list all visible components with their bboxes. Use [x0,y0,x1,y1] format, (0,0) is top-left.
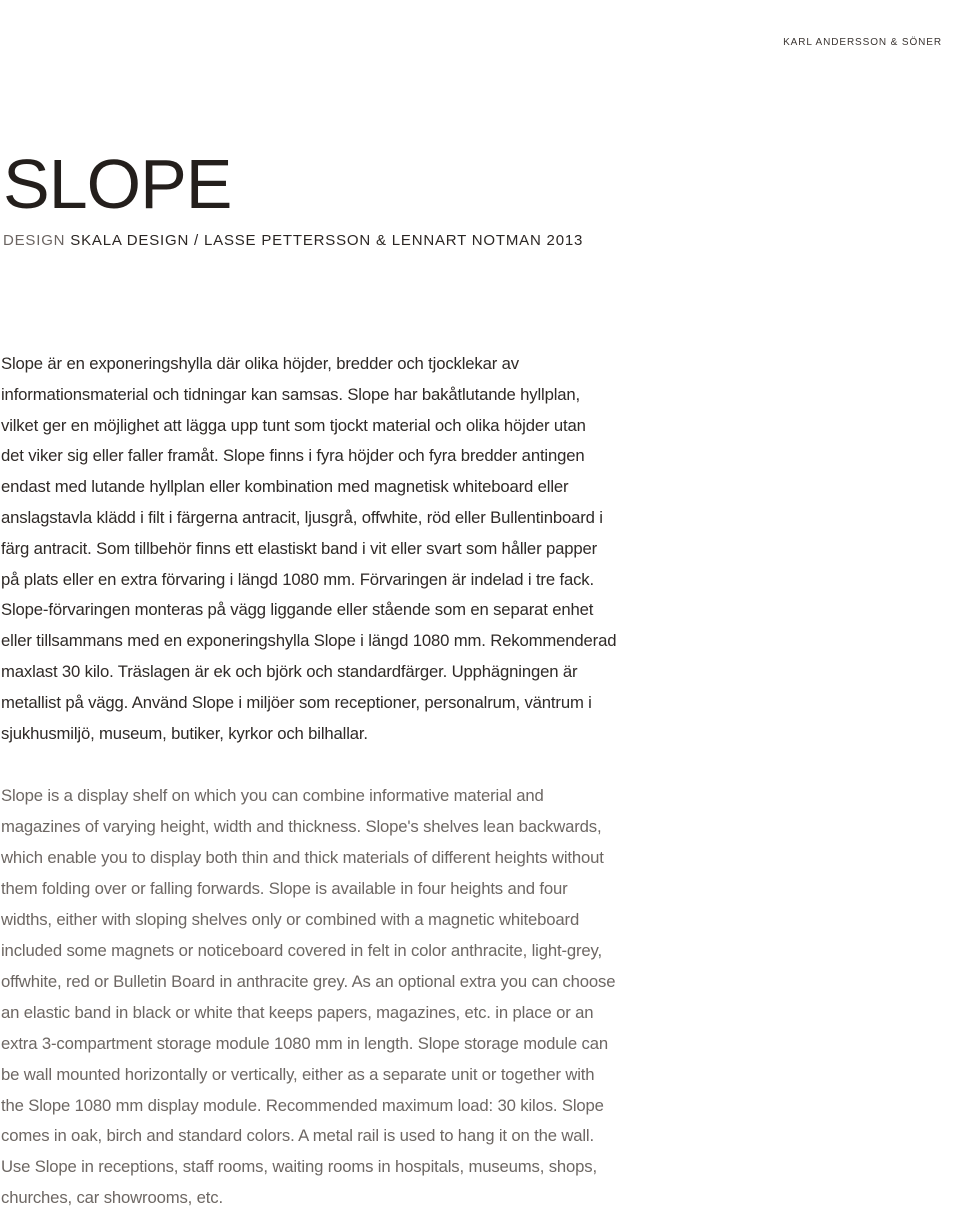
description-line: the Slope 1080 mm display module. Recommended maximum load: 30 kilos. Slope [1,1095,604,1115]
description-line: sjukhusmiljö, museum, butiker, kyrkor och bilhallar. [1,723,368,743]
description-line: anslagstavla klädd i filt i färgerna antracit, ljusgrå, offwhite, röd eller Bullentinboard i [1,507,603,527]
description-line: endast med lutande hyllplan eller kombination med magnetisk whiteboard eller [1,477,569,497]
description-line: churches, car showrooms, etc. [1,1188,223,1208]
description-line: på plats eller en extra förvaring i längd 1080 mm. Förvaringen är indelad i tre fack. [1,569,594,589]
description-line: vilket ger en möjlighet att lägga upp tunt som tjockt material och olika höjder utan [1,415,586,435]
description-line: maxlast 30 kilo. Träslagen är ek och björk och standardfärger. Upphägningen är [1,661,578,681]
description-line: Slope är en exponeringshylla där olika höjder, bredder och tjocklekar av [1,354,519,373]
description-line: informationsmaterial och tidningar kan samsas. Slope har bakåtlutande hyllplan, [1,384,581,404]
description-line: included some magnets or noticeboard covered in felt in color anthracite, light-grey, [1,940,602,960]
description-line: comes in oak, birch and standard colors. A metal rail is used to hang it on the wall. [1,1126,594,1146]
credit-designers: SKALA DESIGN / LASSE PETTERSSON & LENNART NOTMAN 2013 [70,232,584,249]
description-line: Slope-förvaringen monteras på vägg liggande eller stående som en separat enhet [1,600,594,620]
description-english [1,781,691,1214]
description-line: them folding over or falling forwards. Slope is available in four heights and four [1,878,568,898]
description-line: extra 3-compartment storage module 1080 mm in length. Slope storage module can [1,1033,609,1053]
description-line: which enable you to display both thin and thick materials of different heights without [1,847,604,867]
description-line: magazines of varying height, width and thickness. Slope's shelves lean backwards, [1,816,602,836]
description-line: eller tillsammans med en exponeringshylla Slope i längd 1080 mm. Rekommenderad [1,631,617,651]
description-line: det viker sig eller faller framåt. Slope finns i fyra höjder och fyra bredder antingen [1,446,585,466]
description-line: Slope is a display shelf on which you can combine informative material and [1,786,544,805]
design-credit [3,232,583,249]
page-title: SLOPE [3,145,232,223]
description-swedish [1,349,691,749]
credit-prefix: DESIGN [3,232,66,249]
description-line: färg antracit. Som tillbehör finns ett elastiskt band i vit eller svart som håller papper [1,538,598,558]
description-line: widths, either with sloping shelves only or combined with a magnetic whiteboard [1,909,580,929]
description-line: metallist på vägg. Använd Slope i miljöer som receptioner, personalrum, väntrum i [1,692,592,712]
description-line: be wall mounted horizontally or vertically, either as a separate unit or together with [1,1064,595,1084]
brand-name: KARL ANDERSSON & SÖNER [783,37,942,48]
description-line: Use Slope in receptions, staff rooms, waiting rooms in hospitals, museums, shops, [1,1157,597,1177]
description-line: offwhite, red or Bulletin Board in anthracite grey. As an optional extra you can choose [1,971,616,991]
description-line: an elastic band in black or white that keeps papers, magazines, etc. in place or an [1,1002,594,1022]
